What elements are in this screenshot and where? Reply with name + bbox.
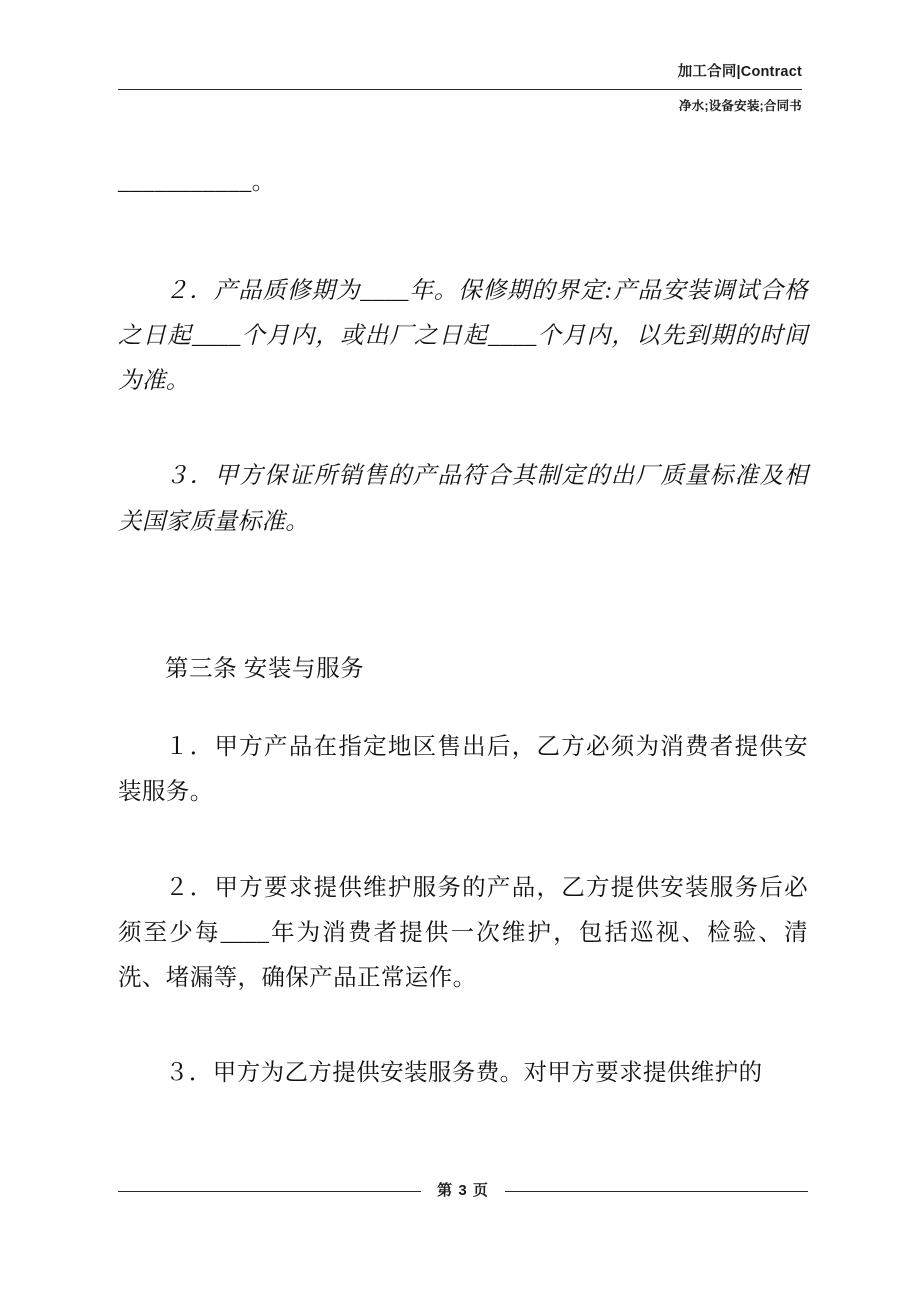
footer-page-wrap xyxy=(118,1179,808,1200)
page-number: 第 3 页 xyxy=(421,1179,505,1200)
blank-fill-line: ___________。 xyxy=(118,169,276,195)
page-header xyxy=(118,62,802,115)
clause-3-1: １．甲方产品在指定地区售出后，乙方必须为消费者提供安装服务。 xyxy=(118,734,808,806)
header-subtitle: 净水;设备安装;合同书 xyxy=(678,99,802,114)
header-text-block xyxy=(118,62,802,115)
clause-2-2: ２．产品质修期为____年。保修期的界定:产品安装调试合格之日起____个月内，或出厂之日起____个月内，以先到期的时间为准。 xyxy=(118,278,808,395)
header-title: 加工合同|Contract xyxy=(677,64,802,80)
section-spacer xyxy=(118,593,808,647)
clause-2-3: ３．甲方保证所销售的产品符合其制定的出厂质量标准及相关国家质量标准。 xyxy=(118,463,808,535)
clause-3-2: ２．甲方要求提供维护服务的产品，乙方提供安装服务后必须至少每____年为消费者提供一次维护，包括巡视、检验、清洗、堵漏等，确保产品正常运作。 xyxy=(118,874,808,991)
page-footer xyxy=(118,1178,808,1200)
clause-3-3: ３．甲方为乙方提供安装服务费。对甲方要求提供维护的 xyxy=(165,1059,763,1086)
header-divider xyxy=(118,89,802,90)
section-3-heading: 第三条 安装与服务 xyxy=(165,655,365,682)
document-body xyxy=(118,160,808,1122)
